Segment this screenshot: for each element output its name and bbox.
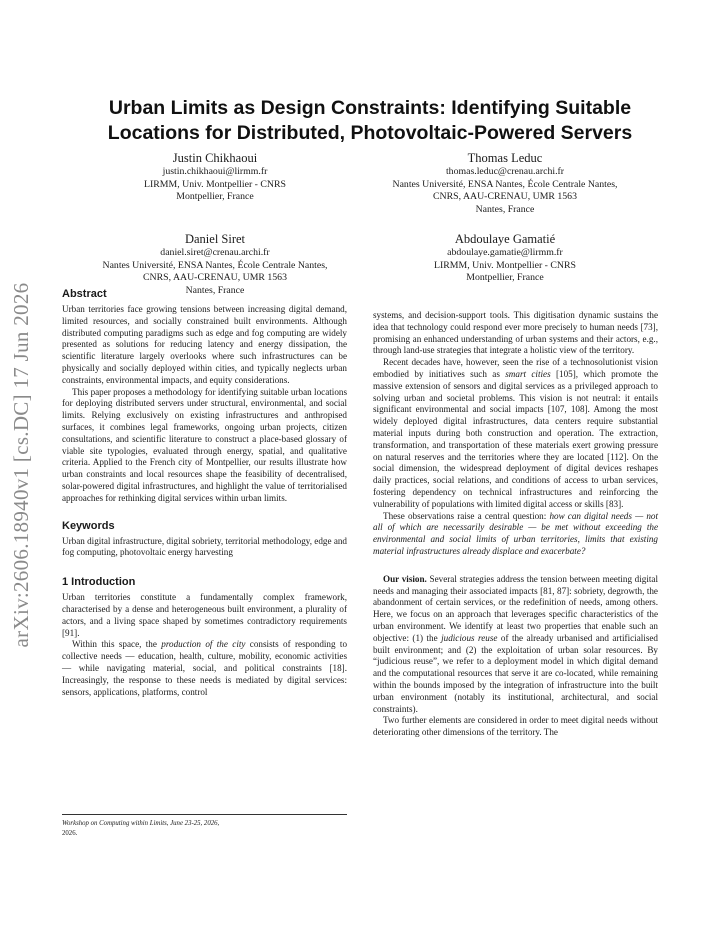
- body-text: of the already urbanised and artificialised built environment; and (2) the exploitation of urban solar resources. By “judicious reuse”, we refer to a deployment model in which digital demand and the computational resources that serve it are co-located, while remaining within the bounds imposed by the integration of infrastructure into the built urban environment (notably its institutional, architectural, and social constraints).: [373, 632, 658, 714]
- footnote: [62, 814, 347, 838]
- body-text: These observations raise a central question:: [383, 510, 550, 521]
- right-column: [373, 310, 658, 739]
- author-block-4: [380, 231, 630, 285]
- author-block-2: [355, 150, 655, 216]
- emphasis-judicious-reuse: judicious reuse: [441, 632, 498, 643]
- author-affiliation: Nantes Université, ENSA Nantes, École Centrale Nantes,: [392, 178, 618, 190]
- footnote-venue: Workshop on Computing within Limits, June 23-25, 2026,: [62, 820, 220, 827]
- author-affiliation-2: CNRS, AAU-CRENAU, UMR 1563: [433, 191, 577, 203]
- vision-heading: Our vision.: [383, 573, 427, 584]
- body-text: [105], which promote the massive extension of sensors and digital services as a privileged approach to solving urban and societal problems. This vision is not neutral: it entails significant environmental and social impacts [107, 108]. Among the most widely deployed digital infrastructures, data centers require substantial material inputs during both construction and operation. The extraction, transformation, and transportation of these materials exert growing pressure on natural reserves and the territories where they are located [112]. On the social dimension, the widespread deployment of digital devices reshapes daily practices, social relations, and conditions of access to urban services, fostering dependency on technical infrastructures and reinforcing the vulnerability of populations with limited digital access or skills [83].: [373, 368, 659, 509]
- abstract-paragraph-2: This paper proposes a methodology for identifying suitable urban locations for deploying distributed servers under structural, environmental, and social limits. Relying exclusively on existing infrastructures and anthropised surfaces, it combines legal frameworks, ongoing urban projects, citizen consultations, and scientific literature to construct a place-based glossary of viable site typologies, evaluated through energy, spatial, and qualitative criteria. Applied to the French city of Montpellier, our results illustrate how urban constraints and local resources shape the feasibility of decentralised, solar-powered digital infrastructures, and highlight the value of territorialised approaches for rethinking digital services within urban limits.: [62, 386, 347, 503]
- author-location: Nantes, France: [475, 203, 535, 215]
- arxiv-identifier: arXiv:2606.18940v1 [cs.DC] 17 Jun 2026: [9, 282, 33, 648]
- title-line-1: Urban Limits as Design Constraints: Identifying Suitable: [108, 97, 632, 119]
- abstract-paragraph-1: Urban territories face growing tensions between increasing digital demand, limited resources, and socially constrained built environments. Although distributed computing paradigms such as edge and fog computing are widely presented as solutions for reducing latency and energy dissipation, the scientific literature largely overlooks where such infrastructures can be physically and socially deployed within cities, and typically neglects urban constraints, environmental impacts, and equity considerations.: [62, 304, 347, 385]
- title-line-2: Locations for Distributed, Photovoltaic-Powered Servers: [107, 122, 633, 144]
- author-email: daniel.siret@crenau.archi.fr: [160, 247, 270, 258]
- paper-title: [60, 96, 680, 146]
- author-email: abdoulaye.gamatie@lirmm.fr: [447, 247, 563, 258]
- keywords-text: Urban digital infrastructure, digital sobriety, territorial methodology, edge and fog computing, photovoltaic energy harvesting: [62, 535, 347, 558]
- right-paragraph-3: [373, 511, 658, 558]
- keywords-heading: Keywords: [62, 519, 115, 532]
- author-location: Montpellier, France: [176, 191, 254, 203]
- author-email: justin.chikhaoui@lirmm.fr: [162, 166, 268, 177]
- body-text: Several strategies address the tension between meeting digital needs and managing their associated impacts [81, 87]: sobriety, degrowth, the abandonment of certain services, or the redefinition of needs, among others. Here, we focus on an approach that leverages specific characteristics of the urban environment. We identify at least two properties that enable such an objective: (1) the: [373, 573, 658, 643]
- author-name: Justin Chikhaoui: [172, 151, 258, 165]
- right-paragraph-1: systems, and decision-support tools. This digitisation dynamic sustains the idea that technology could respond ever more precisely to human needs [73], promising an enhanced understanding of urban systems and their actors, e.g., through land-use strategies that integrate a holistic view of the territory.: [373, 310, 658, 356]
- author-name: Daniel Siret: [184, 232, 246, 246]
- footnote-year: 2026.: [62, 829, 78, 837]
- author-block-1: [90, 150, 340, 204]
- emphasis-smart-cities: smart cities: [505, 368, 551, 379]
- body-text: Recent decades have, however, seen the rise of a technosolutionist vision embodied by initiatives such as: [373, 357, 658, 379]
- vision-paragraph: [373, 574, 658, 716]
- author-name: Thomas Leduc: [467, 151, 543, 165]
- author-affiliation-2: CNRS, AAU-CRENAU, UMR 1563: [143, 272, 287, 284]
- author-location: Montpellier, France: [466, 272, 544, 284]
- intro-paragraph-2: [62, 639, 347, 698]
- author-affiliation: LIRMM, Univ. Montpellier - CNRS: [144, 178, 286, 190]
- intro-emphasis: production of the city: [161, 639, 246, 650]
- central-question: how can digital needs — not all of which are necessarily desirable — be met without exceeding the environmental and social limits of urban territories, limits that existing material infrastructures already displace and exacerbate?: [373, 510, 659, 556]
- author-affiliation: LIRMM, Univ. Montpellier - CNRS: [434, 259, 576, 271]
- intro-paragraph-1: Urban territories constitute a fundamentally complex framework, characterised by a dense and heterogeneous built environment, a plurality of actors, and a living space shaped by sometimes contradictory requirements [91].: [62, 592, 347, 638]
- author-name: Abdoulaye Gamatié: [454, 232, 556, 246]
- abstract-heading: Abstract: [62, 288, 107, 300]
- left-column: [62, 287, 347, 698]
- intro-text: consists of responding to collective needs — education, health, culture, mobility, economic activities — while navigating material, social, and political constraints [18]. Increasingly, the response to these needs is mediated by digital services: sensors, applications, platforms, control: [62, 639, 348, 697]
- author-affiliation: Nantes Université, ENSA Nantes, École Centrale Nantes,: [102, 259, 328, 271]
- right-paragraph-5: Two further elements are considered in order to meet digital needs without deteriorating other dimensions of the territory. The: [373, 715, 658, 738]
- author-location: Nantes, France: [185, 284, 245, 296]
- intro-text: Within this space, the: [72, 639, 162, 650]
- author-email: thomas.leduc@crenau.archi.fr: [445, 166, 565, 177]
- right-paragraph-2: [373, 357, 658, 510]
- section-heading-introduction: 1 Introduction: [62, 576, 136, 589]
